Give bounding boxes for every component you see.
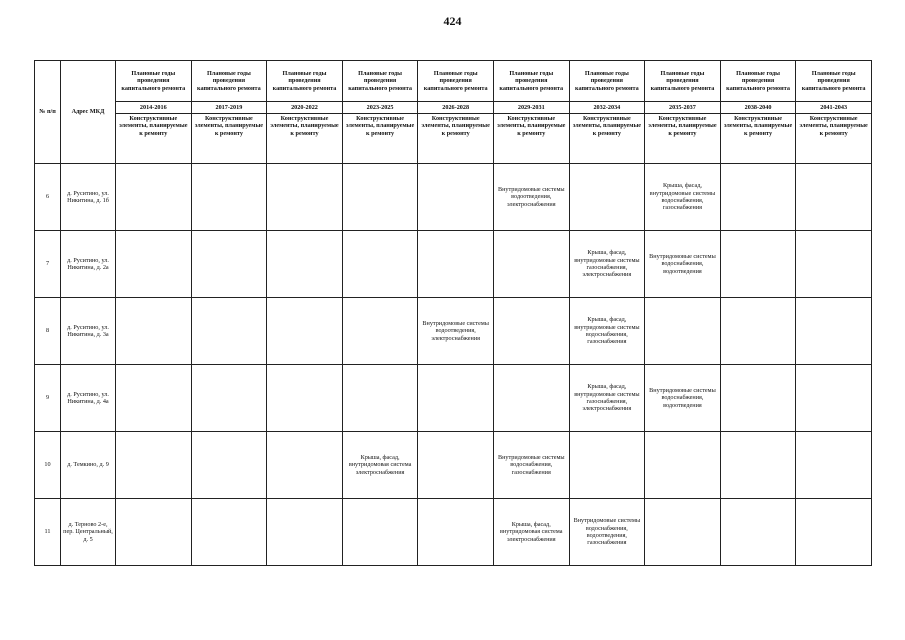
repair-cell: [796, 298, 872, 365]
header-period-1: 2014-2016: [116, 102, 192, 114]
repair-cell: [720, 432, 796, 499]
header-elements: Конструктивные элементы, планируемые к ремонту: [796, 114, 872, 164]
header-period-6: 2029-2031: [493, 102, 569, 114]
header-elements: Конструктивные элементы, планируемые к ремонту: [645, 114, 721, 164]
repair-cell: Внутридомовые системы водоснабжения, водоотведения: [645, 365, 721, 432]
repair-cell: [493, 231, 569, 298]
capital-repair-plan-table: [34, 60, 872, 566]
header-period-7: 2032-2034: [569, 102, 645, 114]
repair-cell: [720, 164, 796, 231]
header-plan-years: Плановые годы проведения капитального ремонта: [645, 61, 721, 102]
row-address: д. Темкино, д. 9: [61, 432, 116, 499]
header-plan-years: Плановые годы проведения капитального ремонта: [342, 61, 418, 102]
header-elements: Конструктивные элементы, планируемые к ремонту: [116, 114, 192, 164]
repair-cell: [267, 432, 343, 499]
header-plan-years: Плановые годы проведения капитального ремонта: [191, 61, 267, 102]
header-plan-years: Плановые годы проведения капитального ремонта: [418, 61, 494, 102]
row-number: 7: [35, 231, 61, 298]
repair-cell: [720, 365, 796, 432]
repair-cell: Крыша, фасад, внутридомовые системы газоснабжения, электроснабжения: [569, 365, 645, 432]
header-elements: Конструктивные элементы, планируемые к ремонту: [267, 114, 343, 164]
repair-cell: [191, 499, 267, 566]
repair-cell: [418, 499, 494, 566]
table-row: [35, 499, 872, 566]
repair-cell: [191, 164, 267, 231]
repair-cell: [342, 365, 418, 432]
repair-cell: [191, 432, 267, 499]
header-no: № п/п: [35, 61, 61, 164]
repair-cell: [493, 365, 569, 432]
repair-cell: [116, 231, 192, 298]
header-address: Адрес МКД: [61, 61, 116, 164]
repair-cell: [493, 298, 569, 365]
header-period-2: 2017-2019: [191, 102, 267, 114]
header-elements: Конструктивные элементы, планируемые к ремонту: [418, 114, 494, 164]
repair-cell: [191, 365, 267, 432]
table-row: [35, 432, 872, 499]
header-elements: Конструктивные элементы, планируемые к ремонту: [342, 114, 418, 164]
repair-cell: [796, 499, 872, 566]
repair-cell: [191, 298, 267, 365]
repair-cell: [191, 231, 267, 298]
header-row-title: [35, 61, 872, 102]
row-address: д. Руситино, ул. Никитина, д. 4а: [61, 365, 116, 432]
repair-cell: [720, 231, 796, 298]
repair-cell: [267, 164, 343, 231]
row-number: 6: [35, 164, 61, 231]
header-period-8: 2035-2037: [645, 102, 721, 114]
repair-cell: [569, 164, 645, 231]
repair-cell: Внутридомовые системы водоотведения, электроснабжения: [418, 298, 494, 365]
header-plan-years: Плановые годы проведения капитального ремонта: [569, 61, 645, 102]
repair-cell: [267, 499, 343, 566]
row-address: д. Руситино, ул. Никитина, д. 1б: [61, 164, 116, 231]
repair-cell: [267, 298, 343, 365]
header-elements: Конструктивные элементы, планируемые к ремонту: [191, 114, 267, 164]
repair-cell: [796, 164, 872, 231]
header-elements: Конструктивные элементы, планируемые к ремонту: [493, 114, 569, 164]
row-number: 9: [35, 365, 61, 432]
header-period-3: 2020-2022: [267, 102, 343, 114]
header-period-5: 2026-2028: [418, 102, 494, 114]
repair-cell: [645, 432, 721, 499]
repair-cell: [116, 164, 192, 231]
row-address: д. Руситино, ул. Никитина, д. 2а: [61, 231, 116, 298]
repair-cell: Внутридомовые системы водоснабжения, газоснабжения: [493, 432, 569, 499]
header-plan-years: Плановые годы проведения капитального ремонта: [267, 61, 343, 102]
table-row: [35, 231, 872, 298]
repair-cell: [796, 365, 872, 432]
repair-cell: Внутридомовые системы водоснабжения, водоотведения: [645, 231, 721, 298]
table-row: [35, 164, 872, 231]
header-elements: Конструктивные элементы, планируемые к ремонту: [720, 114, 796, 164]
page-number: 424: [443, 14, 462, 28]
header-period-9: 2038-2040: [720, 102, 796, 114]
repair-cell: [116, 298, 192, 365]
table-row: [35, 298, 872, 365]
repair-cell: [342, 499, 418, 566]
header-period-10: 2041-2043: [796, 102, 872, 114]
repair-cell: Крыша, фасад, внутридомовая система электроснабжения: [493, 499, 569, 566]
repair-cell: [796, 432, 872, 499]
repair-cell: [342, 298, 418, 365]
repair-cell: [645, 499, 721, 566]
repair-cell: [116, 365, 192, 432]
repair-cell: [796, 231, 872, 298]
row-number: 8: [35, 298, 61, 365]
repair-cell: [569, 432, 645, 499]
header-row-elements: [35, 114, 872, 164]
row-address: д. Терново 2-е, пер. Центральный, д. 5: [61, 499, 116, 566]
repair-cell: [418, 231, 494, 298]
header-period-4: 2023-2025: [342, 102, 418, 114]
repair-cell: [267, 365, 343, 432]
header-plan-years: Плановые годы проведения капитального ремонта: [796, 61, 872, 102]
repair-cell: [342, 231, 418, 298]
repair-cell: Крыша, фасад, внутридомовые системы газоснабжения, электроснабжения: [569, 231, 645, 298]
header-plan-years: Плановые годы проведения капитального ремонта: [493, 61, 569, 102]
repair-cell: [418, 365, 494, 432]
repair-cell: [418, 164, 494, 231]
repair-cell: [720, 298, 796, 365]
repair-cell: [267, 231, 343, 298]
header-row-periods: [35, 102, 872, 114]
header-elements: Конструктивные элементы, планируемые к ремонту: [569, 114, 645, 164]
repair-cell: [342, 164, 418, 231]
row-address: д. Руситино, ул. Никитина, д. 3а: [61, 298, 116, 365]
repair-cell: [116, 499, 192, 566]
repair-cell: Внутридомовые системы водоснабжения, водоотведения, газоснабжения: [569, 499, 645, 566]
table-row: [35, 365, 872, 432]
repair-cell: Крыша, фасад, внутридомовая система электроснабжения: [342, 432, 418, 499]
header-plan-years: Плановые годы проведения капитального ремонта: [720, 61, 796, 102]
repair-cell: [116, 432, 192, 499]
row-number: 11: [35, 499, 61, 566]
repair-cell: [720, 499, 796, 566]
row-number: 10: [35, 432, 61, 499]
repair-cell: Внутридомовые системы водоотведения, электроснабжения: [493, 164, 569, 231]
repair-cell: Крыша, фасад, внутридомовые системы водоснабжения, газоснабжения: [645, 164, 721, 231]
repair-cell: [418, 432, 494, 499]
repair-cell: Крыша, фасад, внутридомовые системы водоснабжения, газоснабжения: [569, 298, 645, 365]
repair-cell: [645, 298, 721, 365]
header-plan-years: Плановые годы проведения капитального ремонта: [116, 61, 192, 102]
